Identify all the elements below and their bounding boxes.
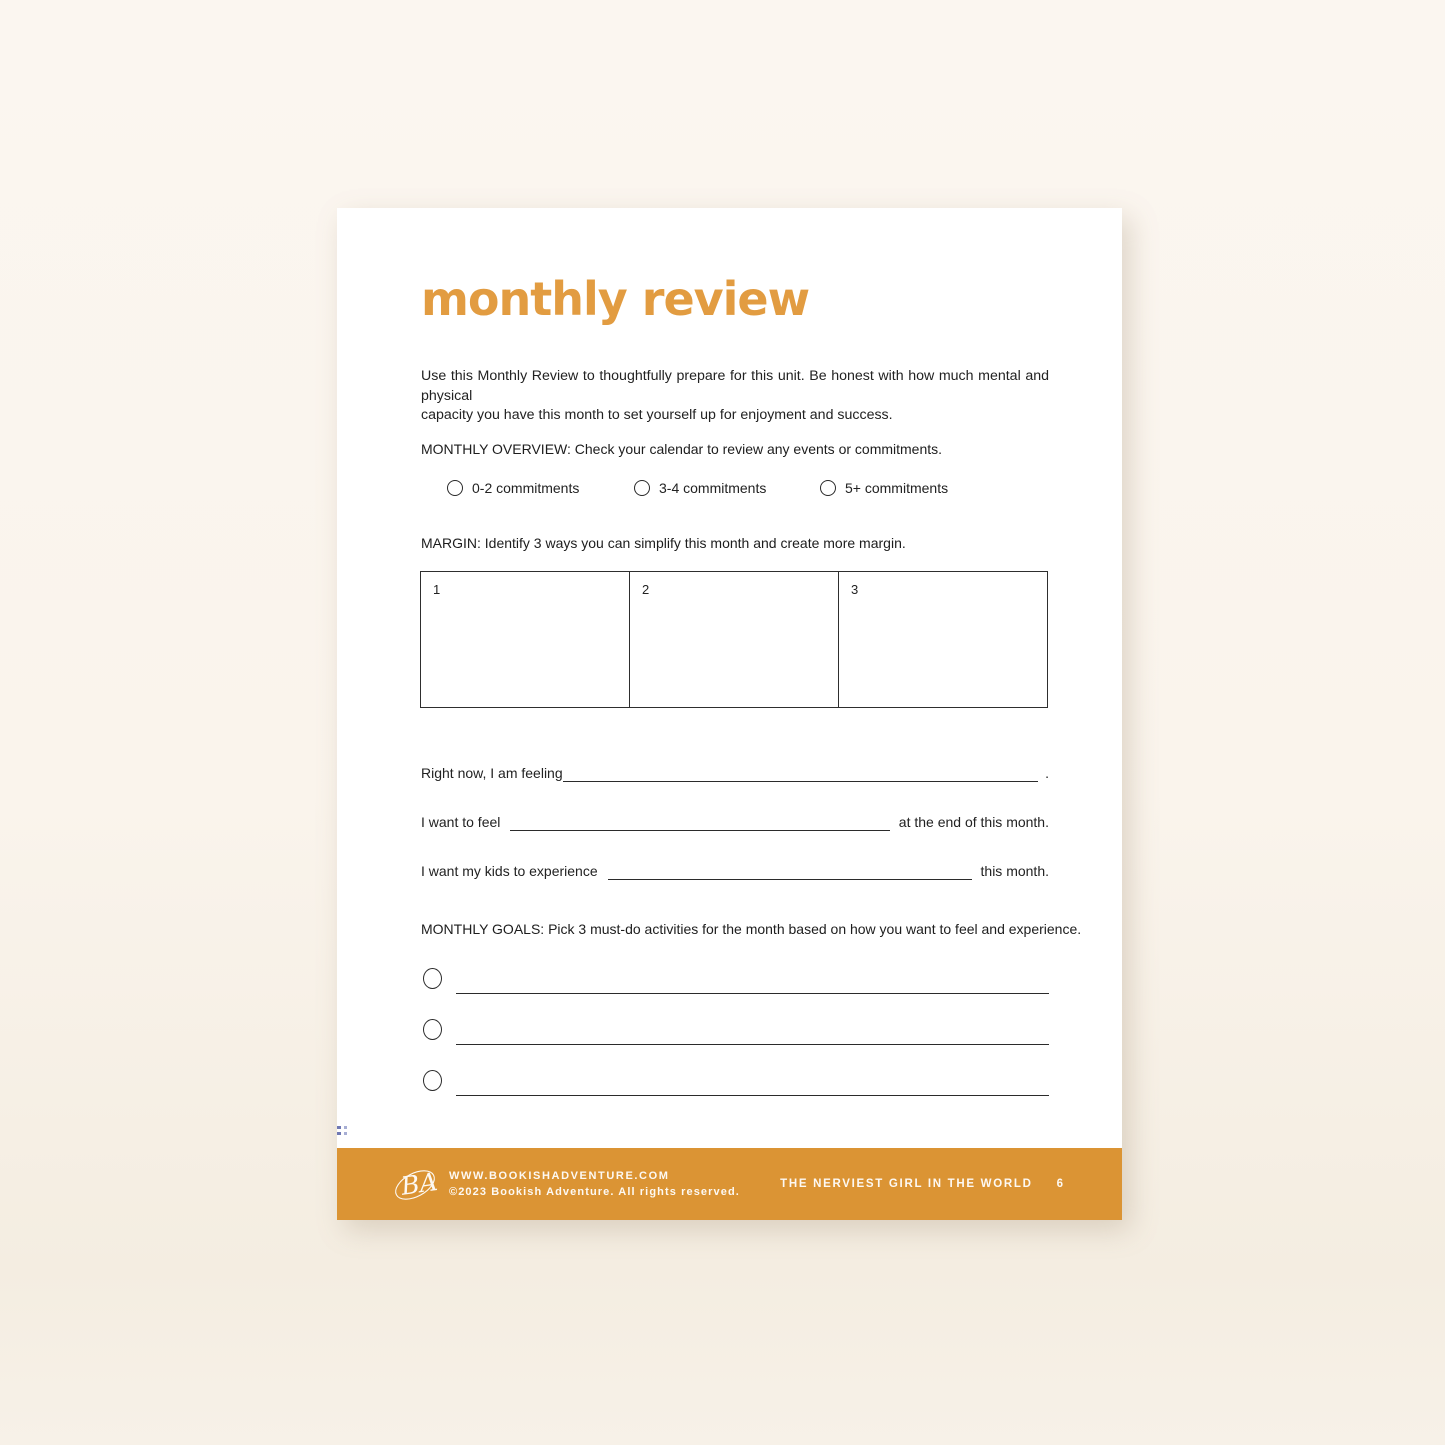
kids-experience-input-line[interactable] (608, 863, 972, 880)
feeling-now-suffix: . (1045, 765, 1049, 781)
page-title: monthly review (421, 272, 810, 326)
goal-checkbox-circle-icon[interactable] (423, 1070, 442, 1091)
radio-option-label: 5+ commitments (845, 480, 949, 496)
svg-text:BA: BA (399, 1167, 439, 1201)
footer-bar (337, 1148, 1122, 1220)
footer-text-lines (449, 1170, 740, 1198)
radio-circle-icon[interactable] (447, 480, 463, 496)
monthly-goals-label: MONTHLY GOALS: Pick 3 must-do activities for the month based on how you want to feel and experience. (421, 921, 1082, 937)
intro-paragraph (421, 367, 1049, 426)
margin-cell-1[interactable] (421, 572, 630, 707)
radio-option-0-2[interactable] (447, 478, 579, 498)
radio-option-3-4[interactable] (634, 478, 766, 498)
footer-copyright: ©2023 Bookish Adventure. All rights reserved. (449, 1186, 740, 1198)
kids-experience-prefix: I want my kids to experience (421, 863, 598, 879)
scan-artifact (337, 1126, 349, 1138)
goal-checkbox-circle-icon[interactable] (423, 968, 442, 989)
margin-label: MARGIN: Identify 3 ways you can simplify this month and create more margin. (421, 535, 906, 551)
intro-line-2: capacity you have this month to set yourself up for enjoyment and success. (421, 407, 893, 423)
margin-table (420, 571, 1048, 708)
goal-row-3 (421, 1070, 1049, 1098)
margin-cell-3[interactable] (839, 572, 1047, 707)
radio-option-label: 0-2 commitments (472, 480, 580, 496)
margin-cell-number: 2 (642, 582, 650, 597)
want-to-feel-row (421, 813, 1049, 831)
intro-line-1: Use this Monthly Review to thoughtfully prepare for this unit. Be honest with how much mental and physical (421, 368, 1049, 404)
footer-page-number: 6 (1056, 1178, 1064, 1190)
kids-experience-suffix: this month. (980, 863, 1049, 879)
radio-circle-icon[interactable] (820, 480, 836, 496)
goal-input-line[interactable] (456, 993, 1049, 994)
radio-circle-icon[interactable] (634, 480, 650, 496)
radio-option-5-plus[interactable] (820, 478, 948, 498)
footer-brand-block (391, 1160, 780, 1208)
feeling-now-input-line[interactable] (563, 765, 1038, 782)
margin-cell-number: 1 (433, 582, 441, 597)
commitments-radio-group (421, 478, 1049, 498)
footer-meta-block (780, 1178, 1064, 1190)
goal-row-1 (421, 968, 1049, 996)
margin-cell-number: 3 (851, 582, 859, 597)
worksheet-page (337, 208, 1122, 1220)
want-to-feel-input-line[interactable] (510, 814, 889, 831)
feeling-now-prefix: Right now, I am feeling (421, 765, 563, 781)
want-to-feel-suffix: at the end of this month. (898, 814, 1049, 830)
footer-website-link[interactable]: WWW.BOOKISHADVENTURE.COM (449, 1170, 670, 1182)
goal-input-line[interactable] (456, 1044, 1049, 1045)
margin-cell-2[interactable] (630, 572, 839, 707)
goal-input-line[interactable] (456, 1095, 1049, 1096)
feeling-now-row (421, 764, 1049, 782)
goal-checkbox-circle-icon[interactable] (423, 1019, 442, 1040)
want-to-feel-prefix: I want to feel (421, 814, 501, 830)
radio-option-label: 3-4 commitments (659, 480, 767, 496)
kids-experience-row (421, 862, 1049, 880)
brand-monogram-icon (391, 1160, 439, 1208)
footer-book-title: THE NERVIEST GIRL IN THE WORLD (780, 1178, 1033, 1190)
monthly-overview-label: MONTHLY OVERVIEW: Check your calendar to review any events or commitments. (421, 441, 943, 457)
goal-row-2 (421, 1019, 1049, 1047)
